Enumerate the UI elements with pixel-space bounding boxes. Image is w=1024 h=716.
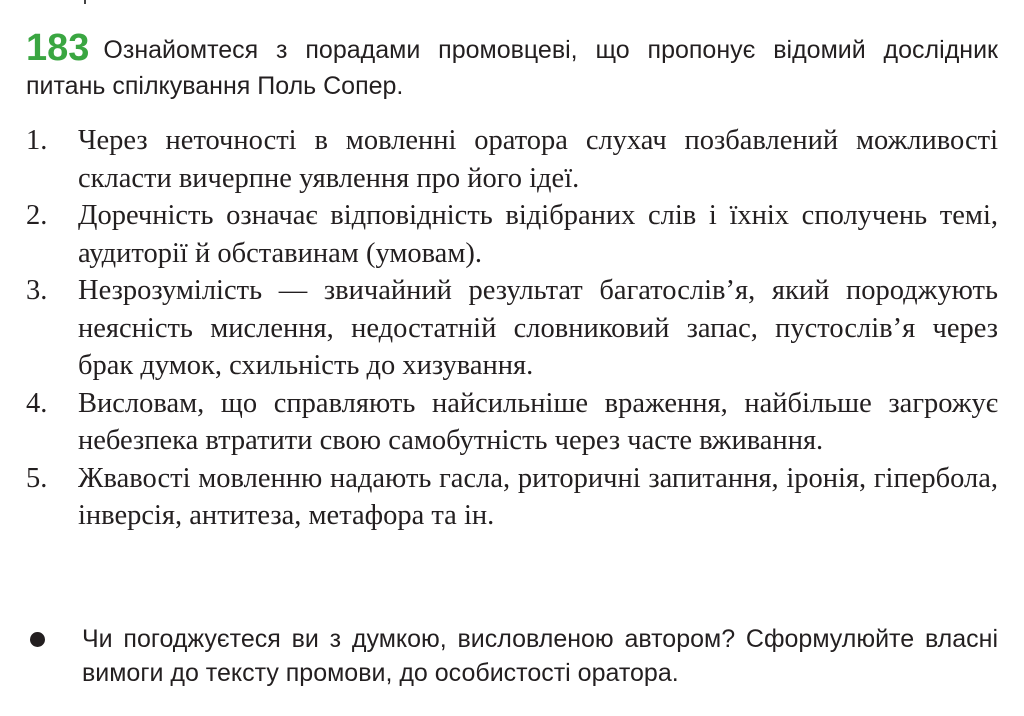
list-item-number: 4. <box>26 387 48 419</box>
list-item-text: Незрозумілість — звичайний результат багатослів’я, який породжують неясність мислення, недостатній словниковий запас, пустослів’я через брак думок, схильність до хизування. <box>78 275 998 381</box>
list-item <box>26 460 998 535</box>
question-text: Чи погоджуєтеся ви з думкою, висловленою автором? Сформулюйте власні вимоги до тексту промови, до особистості оратора. <box>82 625 998 687</box>
list-item-number: 1. <box>26 125 48 156</box>
task-number: 183 <box>26 27 90 69</box>
bullet-dot <box>30 632 45 647</box>
task-header <box>26 27 998 104</box>
list-item <box>26 272 998 385</box>
list-item-number: 3. <box>26 275 48 306</box>
cropped-text-fragment <box>84 0 92 4</box>
list-item-text: Через неточності в мовленні оратора слухач позбавлений можливості скласти вичерпне уявлення про його ідеї. <box>78 125 998 194</box>
list-item-text: Висловам, що справляють найсильніше враження, найбільше загрожує небезпека втратити свою самобутність через часте вживання. <box>78 387 998 456</box>
list-item-number: 5. <box>26 462 48 494</box>
task-intro: Ознайомтеся з порадами промовцеві, що пропонує відомий дослідник питань спілкування Поль Сопер. <box>26 36 998 100</box>
list-item-text: Жвавості мовленню надають гасла, риторичні запитання, іронія, гіпербола, інверсія, антитеза, метафора та ін. <box>78 462 998 531</box>
list-item <box>26 385 998 460</box>
tips-list <box>26 122 998 535</box>
list-item-text: Доречність означає відповідність відібраних слів і їхніх сполучень темі, аудиторії й обставинам (умовам). <box>78 200 998 269</box>
list-item-number: 2. <box>26 200 48 231</box>
question-block <box>26 622 998 690</box>
list-item <box>26 197 998 272</box>
bullet-icon <box>26 622 82 690</box>
list-item <box>26 122 998 197</box>
